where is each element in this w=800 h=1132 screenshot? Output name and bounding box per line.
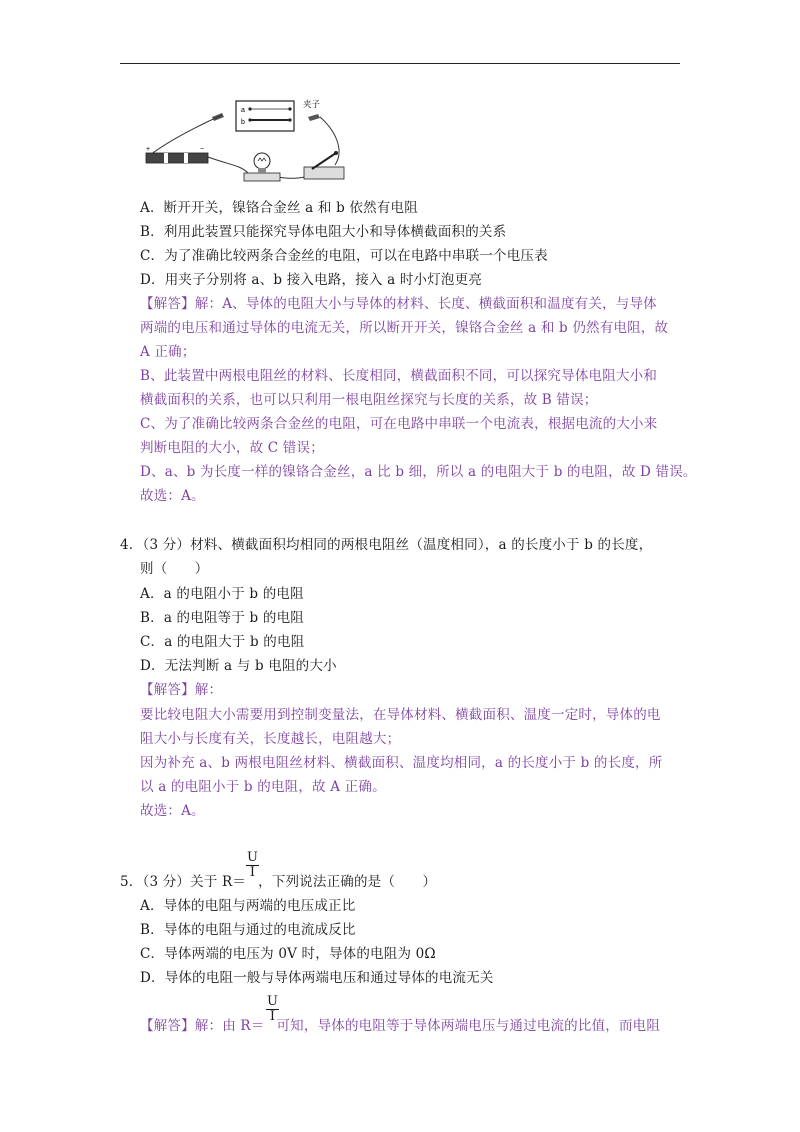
q3-answer-line-3: A 正确； (140, 344, 196, 360)
q3-answer-tag: 【解答】 (140, 296, 195, 312)
q4-answer-line-3: 阻大小与长度有关，长度越长，电阻越大； (140, 731, 401, 747)
battery (146, 153, 208, 163)
right-clip (308, 114, 320, 121)
q4-answer-line-5: 以 a 的电阻小于 b 的电阻，故 A 正确。 (140, 779, 386, 795)
q3-answer-line-7: 判断电阻的大小，故 C 错误； (140, 440, 324, 456)
lamp-base (244, 173, 280, 181)
fraction-denominator: I (269, 1009, 276, 1024)
fraction-denominator: I (249, 865, 256, 880)
clip-label: 夹子 (303, 100, 321, 110)
q3-answer-line-6: C、为了准确比较两条合金丝的电阻，可在电路中串联一个电流表，根据电流的大小来 (140, 416, 658, 432)
q5-option-c: C．导体两端的电压为 0V 时，导体的电阻为 0Ω (140, 946, 436, 962)
q3-option-d: D．用夹子分别将 a、b 接入电路，接入 a 时小灯泡更亮 (140, 272, 483, 288)
header-rule (120, 63, 680, 64)
q4-answer-line-4: 因为补充 a、b 两根电阻丝材料、横截面积、温度均相同，a 的长度小于 b 的长度，所 (140, 755, 663, 771)
q5-stem-fraction (246, 851, 259, 880)
q3-answer-line-4: B、此装置中两根电阻丝的材料、长度相同，横截面积不同，可以探究导体电阻大小和 (140, 368, 658, 384)
fraction-numerator: U (267, 994, 278, 1009)
q4-option-c: C．a 的电阻大于 b 的电阻 (140, 634, 305, 650)
q3-option-a: A．断开开关，镍铬合金丝 a 和 b 依然有电阻 (140, 200, 418, 216)
q3-answer-conclusion: 故选：A。 (140, 488, 205, 504)
resistor-board (236, 101, 294, 131)
battery-plus-sign: + (146, 146, 151, 153)
fraction-numerator: U (247, 850, 258, 865)
q4-option-a: A．a 的电阻小于 b 的电阻 (140, 586, 304, 602)
battery-minus-sign: − (200, 146, 205, 153)
q5-option-a: A．导体的电阻与两端的电压成正比 (140, 898, 356, 914)
q5-answer-fraction (266, 995, 279, 1024)
q4-answer-line-2: 要比较电阻大小需要用到控制变量法，在导体材料、横截面积、温度一定时，导体的电 (140, 707, 661, 723)
q5-stem: 5．（3 分）关于 R＝ ，下列说法正确的是（ ） (120, 874, 437, 890)
q3-answer-line-5: 横截面积的关系，也可以只利用一根电阻丝探究与长度的关系，故 B 错误； (140, 392, 598, 408)
q5-answer-line-1: 【解答】解：由 R＝ 可知，导体的电阻等于导体两端电压与通过电流的比值，而电阻 (140, 1018, 661, 1034)
wire-a-label: a (241, 107, 245, 114)
switch (304, 167, 344, 179)
q5-option-b: B．导体的电阻与通过的电流成反比 (140, 922, 356, 938)
q4-option-d: D．无法判断 a 与 b 电阻的大小 (140, 658, 337, 674)
q3-answer-line-2: 两端的电压和通过导体的电流无关，所以断开开关，镍铬合金丝 a 和 b 仍然有电阻，故 (140, 320, 669, 336)
q5-answer-tag: 【解答】 (140, 1018, 195, 1034)
q4-stem-line-1: 4．（3 分）材料、横截面积均相同的两根电阻丝（温度相同），a 的长度小于 b 的长度， (120, 537, 653, 553)
wire-b-label: b (241, 119, 245, 126)
q4-answer-line-1: 【解答】解： (140, 682, 223, 698)
q3-answer-line-8: D、a、b 为长度一样的镍铬合金丝，a 比 b 细，所以 a 的电阻大于 b 的电阻，故 D 错误。 (140, 464, 697, 480)
q5-option-d: D．导体的电阻一般与导体两端电压和通过导体的电流无关 (140, 970, 494, 986)
q3-option-c: C．为了准确比较两条合金丝的电阻，可以在电路中串联一个电压表 (140, 248, 548, 264)
q4-stem-line-2: 则（ ） (140, 561, 209, 577)
q4-option-b: B．a 的电阻等于 b 的电阻 (140, 610, 304, 626)
q4-answer-tag: 【解答】 (140, 682, 195, 698)
circuit-diagram (140, 95, 350, 195)
q3-option-b: B．利用此装置只能探究导体电阻大小和导体横截面积的关系 (140, 224, 507, 240)
q3-answer-line-1: 【解答】解：A、导体的电阻大小与导体的材料、长度、横截面积和温度有关，与导体 (140, 296, 657, 312)
q4-answer-conclusion: 故选：A。 (140, 803, 205, 819)
